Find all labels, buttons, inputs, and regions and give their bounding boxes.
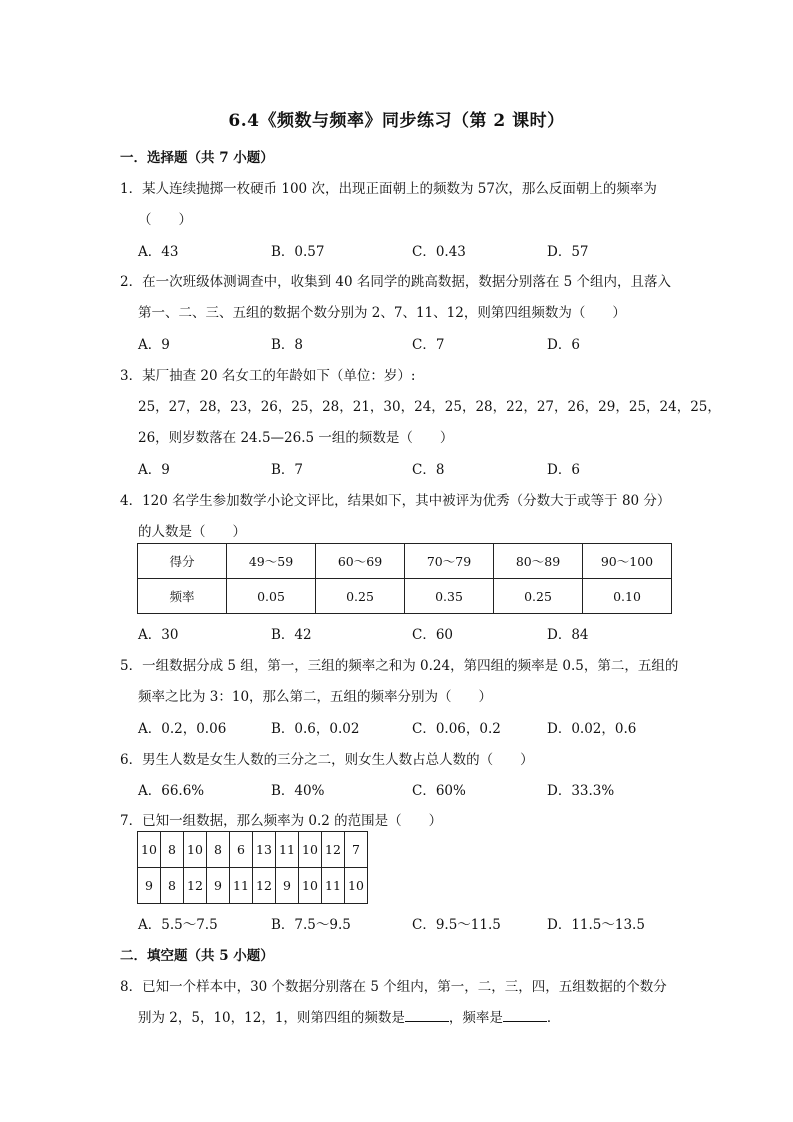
option-c: C．9.5～11.5 (412, 917, 501, 933)
table-cell: 8 (207, 832, 230, 868)
section-heading-choice: 一．选择题（共 7 小题） (120, 150, 274, 166)
option-a: A．9 (138, 462, 170, 478)
question-6-options (138, 779, 698, 797)
table-cell: 9 (276, 868, 299, 904)
table-cell: 0.05 (227, 579, 316, 614)
table-cell: 90～100 (583, 544, 672, 579)
table-cell: 11 (230, 868, 253, 904)
question-2-text-2: 第一、二、三、五组的数据个数分别为 2、7、11、12，则第四组频数为（ ） (138, 305, 626, 321)
table-cell: 10 (345, 868, 368, 904)
question-2-text: 2．在一次班级体测调查中，收集到 40 名同学的跳高数据，数据分别落在 5 个组内，且落入 (120, 274, 672, 290)
table-cell: 13 (253, 832, 276, 868)
option-a: A．30 (138, 627, 179, 643)
option-c: C．0.06，0.2 (412, 721, 501, 737)
question-8-text-2 (138, 1006, 560, 1026)
data-table (137, 831, 368, 904)
table-cell: 0.25 (494, 579, 583, 614)
section-heading-fill-in: 二．填空题（共 5 小题） (120, 948, 274, 964)
table-cell: 9 (207, 868, 230, 904)
option-a: A．5.5～7.5 (138, 917, 218, 933)
question-8-part-c: ． (546, 1010, 561, 1026)
option-b: B．7.5～9.5 (271, 917, 351, 933)
option-d: D．6 (547, 337, 580, 353)
option-b: B．42 (271, 627, 312, 643)
table-cell: 10 (299, 868, 322, 904)
question-4-options (138, 623, 698, 641)
table-cell: 得分 (138, 544, 227, 579)
option-c: C．0.43 (412, 244, 466, 260)
table-cell: 11 (322, 868, 345, 904)
table-cell: 6 (230, 832, 253, 868)
table-cell: 9 (138, 868, 161, 904)
option-b: B．7 (271, 462, 304, 478)
table-cell: 10 (184, 832, 207, 868)
option-c: C．60% (412, 783, 466, 799)
table-cell: 60～69 (316, 544, 405, 579)
option-c: C．7 (412, 337, 445, 353)
table-cell: 0.35 (405, 579, 494, 614)
table-cell: 70～79 (405, 544, 494, 579)
option-d: D．33.3% (547, 783, 615, 799)
table-cell: 10 (138, 832, 161, 868)
option-d: D．0.02，0.6 (547, 721, 637, 737)
table-cell: 0.25 (316, 579, 405, 614)
table-cell: 10 (299, 832, 322, 868)
question-5-text: 5．一组数据分成 5 组，第一，三组的频率之和为 0.24，第四组的频率是 0.5，第二，五组的 (120, 658, 679, 674)
question-1-options (138, 240, 698, 258)
option-c: C．8 (412, 462, 445, 478)
option-d: D．11.5～13.5 (547, 917, 645, 933)
question-8-part-a: 别为 2，5，10，12，1，则第四组的频数是 (138, 1010, 405, 1026)
table-cell: 12 (322, 832, 345, 868)
table-cell: 8 (161, 868, 184, 904)
question-4-text-2: 的人数是（ ） (138, 524, 246, 540)
table-row (138, 868, 368, 904)
option-b: B．8 (271, 337, 304, 353)
table-cell: 80～89 (494, 544, 583, 579)
option-a: A．0.2，0.06 (138, 721, 227, 737)
question-2-options (138, 333, 698, 351)
table-cell: 0.10 (583, 579, 672, 614)
question-1-text: 1．某人连续抛掷一枚硬币 100 次，出现正面朝上的频数为 57次，那么反面朝上的频率为 (120, 181, 657, 197)
option-d: D．6 (547, 462, 580, 478)
question-4-text: 4．120 名学生参加数学小论文评比，结果如下，其中被评为优秀（分数大于或等于 80 分） (120, 493, 671, 509)
option-b: B．40% (271, 783, 325, 799)
table-cell: 11 (276, 832, 299, 868)
page-title: 6.4《频数与频率》同步练习（第 2 课时） (228, 111, 565, 131)
option-a: A．43 (138, 244, 179, 260)
table-cell: 频率 (138, 579, 227, 614)
answer-blank-frequency[interactable] (405, 1008, 449, 1022)
table-cell: 8 (161, 832, 184, 868)
table-row (138, 579, 672, 614)
table-cell: 7 (345, 832, 368, 868)
option-d: D．84 (547, 627, 589, 643)
option-a: A．66.6% (138, 783, 205, 799)
table-cell: 49～59 (227, 544, 316, 579)
table-row (138, 832, 368, 868)
question-8-text: 8．已知一个样本中，30 个数据分别落在 5 个组内，第一，二，三，四，五组数据的个数分 (120, 979, 667, 995)
table-cell: 12 (253, 868, 276, 904)
question-1-paren: （ ） (138, 212, 192, 228)
question-3-options (138, 458, 698, 476)
question-3-data: 25，27，28，23，26，25，28，21，30，24，25，28，22，27，26，29，25，24，25， (138, 399, 721, 415)
option-d: D．57 (547, 244, 589, 260)
option-b: B．0.6，0.02 (271, 721, 360, 737)
question-3-text: 3．某厂抽查 20 名女工的年龄如下（单位：岁）: (120, 368, 416, 384)
frequency-table (137, 543, 672, 614)
question-5-options (138, 717, 698, 735)
question-5-text-2: 频率之比为 3：10，那么第二，五组的频率分别为（ ） (138, 689, 493, 705)
table-cell: 12 (184, 868, 207, 904)
question-7-options (138, 913, 698, 931)
answer-blank-rate[interactable] (503, 1008, 547, 1022)
option-b: B．0.57 (271, 244, 325, 260)
question-6-text: 6．男生人数是女生人数的三分之二，则女生人数占总人数的（ ） (120, 752, 534, 768)
question-7-text: 7．已知一组数据，那么频率为 0.2 的范围是（ ） (120, 813, 443, 829)
question-3-text-2: 26，则岁数落在 24.5—26.5 一组的频数是（ ） (138, 430, 454, 446)
question-8-part-b: ，频率是 (448, 1010, 503, 1026)
table-row (138, 544, 672, 579)
option-a: A．9 (138, 337, 170, 353)
option-c: C．60 (412, 627, 454, 643)
